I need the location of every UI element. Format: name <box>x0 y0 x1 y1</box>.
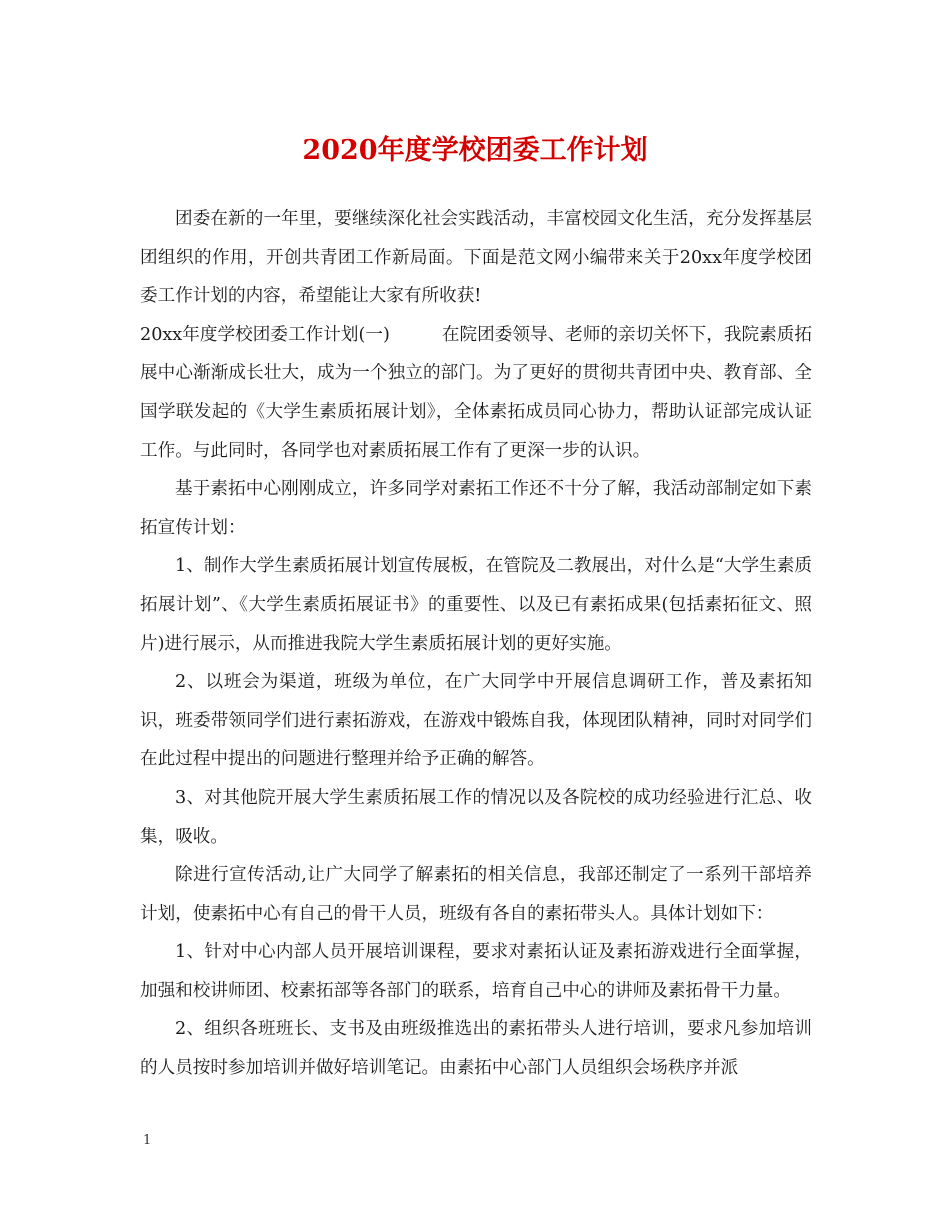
training-item-2: 2、组织各班班长、支书及由班级推选出的素拓带头人进行培训，要求凡参加培训的人员按时参加培训并做好培训笔记。由素拓中心部门人员组织会场秩序并派 <box>140 1019 812 1079</box>
document-title: 2020年度学校团委工作计划 <box>302 135 648 166</box>
document-body <box>140 200 812 1088</box>
plan-one-paragraph <box>140 316 812 470</box>
plan-one-heading: 20xx年度学校团委工作计划(一) <box>140 324 390 345</box>
plan-one-text: 在院团委领导、老师的亲切关怀下，我院素质拓展中心渐渐成长壮大，成为一个独立的部门。为了更好的贯彻共青团中央、教育部、全国学联发起的《大学生素质拓展计划》，全体素拓成员同心协力，帮助认证部完成认证工作。与此同时，各同学也对素质拓展工作有了更深一步的认识。 <box>140 324 812 461</box>
training-item-1: 1、针对中心内部人员开展培训课程，要求对素拓认证及素拓游戏进行全面掌握，加强和校讲师团、校素拓部等各部门的联系，培育自己中心的讲师及素拓骨干力量。 <box>140 942 812 1001</box>
page-number: 1 <box>143 1133 152 1148</box>
training-intro-paragraph: 除进行宣传活动,让广大同学了解素拓的相关信息，我部还制定了一系列干部培养计划，使素拓中心有自己的骨干人员，班级有各自的素拓带头人。具体计划如下： <box>140 865 812 924</box>
promotion-item-3: 3、对其他院开展大学生素质拓展工作的情况以及各院校的成功经验进行汇总、收集，吸收。 <box>140 787 812 847</box>
intro-paragraph: 团委在新的一年里，要继续深化社会实践活动，丰富校园文化生活，充分发挥基层团组织的作用，开创共青团工作新局面。下面是范文网小编带来关于20xx年度学校团委工作计划的内容，希望能让大家有所收获! <box>140 209 812 307</box>
promotion-item-2: 2、以班会为渠道，班级为单位，在广大同学中开展信息调研工作，普及素拓知识，班委带领同学们进行素拓游戏，在游戏中锻炼自我，体现团队精神，同时对同学们在此过程中提出的问题进行整理并给予正确的解答。 <box>140 672 812 770</box>
promotion-intro-paragraph: 基于素拓中心刚刚成立，许多同学对素拓工作还不十分了解，我活动部制定如下素拓宣传计划： <box>140 479 812 538</box>
promotion-item-1: 1、制作大学生素质拓展计划宣传展板，在管院及二教展出，对什么是“大学生素质拓展计划”、《大学生素质拓展证书》的重要性、以及已有素拓成果(包括素拓征文、照片)进行展示，从而推进我院大学生素质拓展计划的更好实施。 <box>140 556 812 654</box>
